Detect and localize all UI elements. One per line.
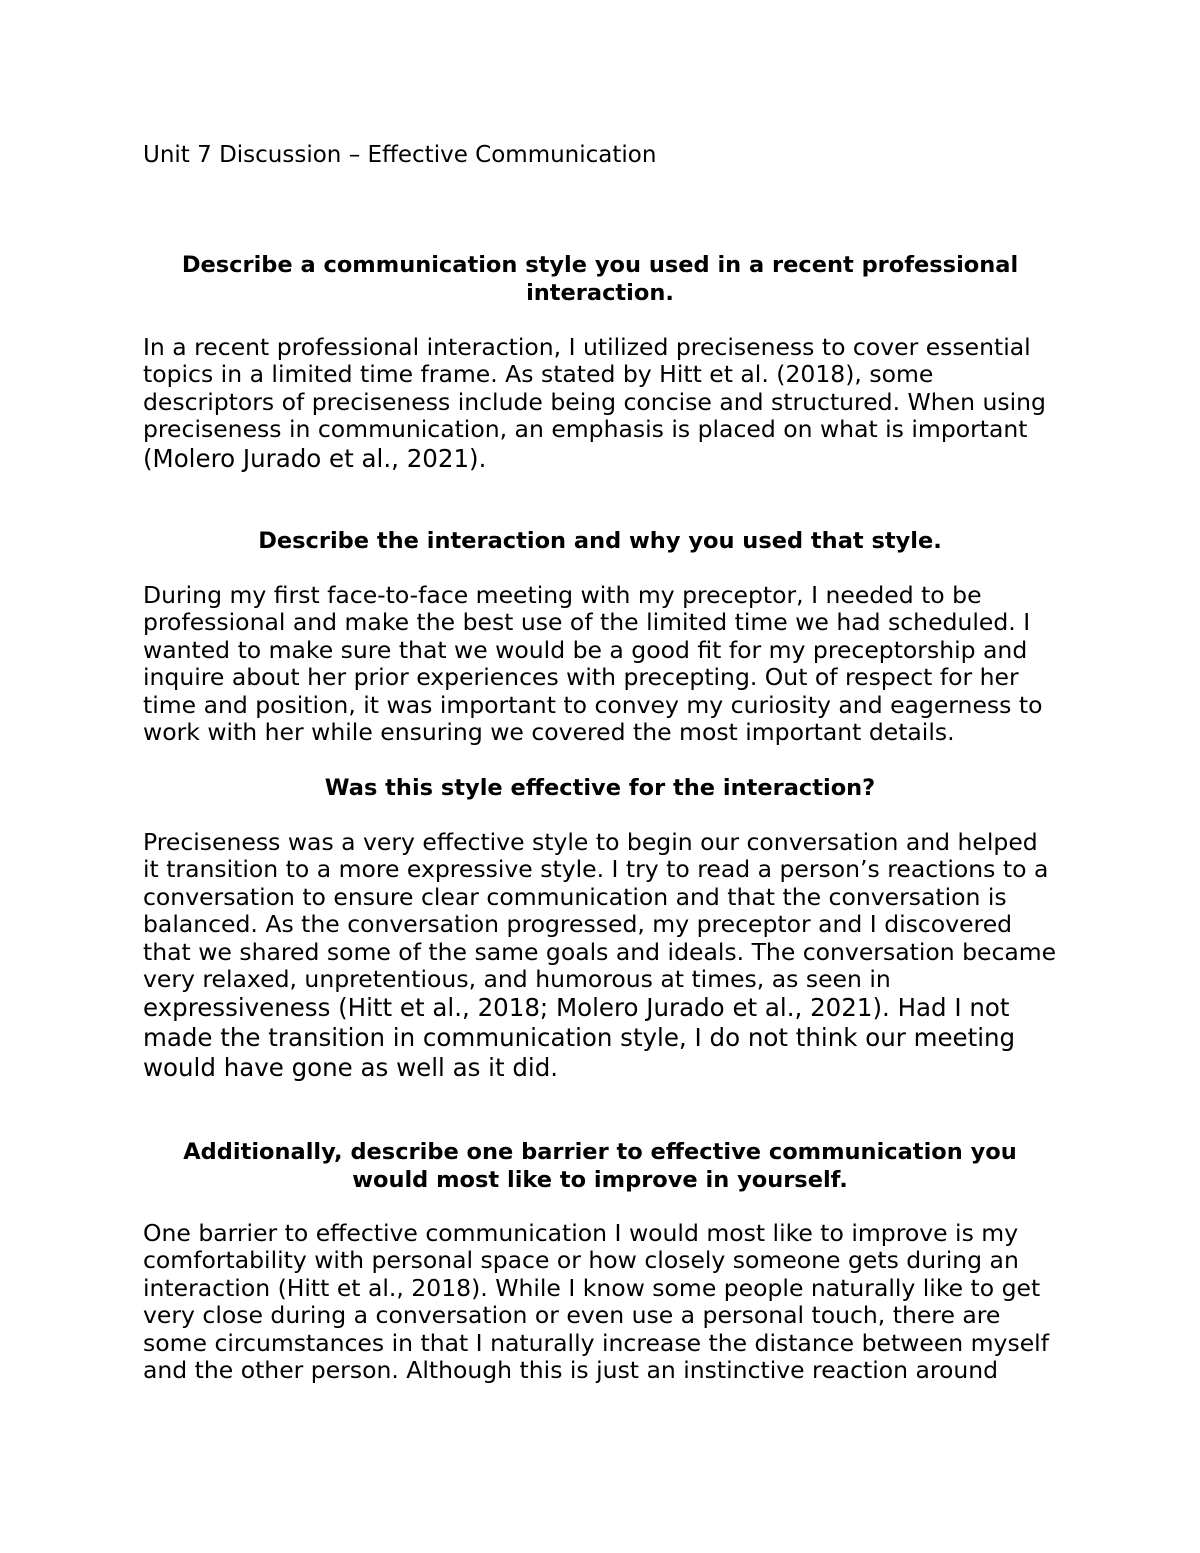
section-heading [143, 1138, 1057, 1194]
paragraph-line: it transition to a more expressive style. I try to read a person’s reactions to a [143, 855, 1049, 884]
heading-line: would most like to improve in yourself. [352, 1167, 848, 1193]
paragraph-line: some circumstances in that I naturally increase the distance between myself [143, 1328, 1049, 1357]
paragraph-line: In a recent professional interaction, I utilized preciseness to cover essential [143, 333, 1031, 361]
paragraph-line: interaction (Hitt et al., 2018). While I know some people naturally like to get [143, 1273, 1041, 1302]
section-paragraph [143, 582, 1063, 746]
paragraph-line: During my first face-to-face meeting with my preceptor, I needed to be [143, 581, 982, 609]
paragraph-line: conversation to ensure clear communication and that the conversation is [143, 882, 1007, 911]
paragraph-line: that we shared some of the same goals and ideals. The conversation became [143, 937, 1057, 966]
paragraph-line: preciseness in communication, an emphasis is placed on what is important [143, 415, 1028, 444]
paragraph-line: (Molero Jurado et al., 2021). [143, 443, 487, 473]
paragraph-line: topics in a limited time frame. As stated by Hitt et al. (2018), some [143, 360, 934, 389]
heading-line: Describe a communication style you used in a recent professional [181, 252, 1019, 278]
heading-line: Was this style effective for the interaction? [324, 775, 876, 801]
paragraph-line: descriptors of preciseness include being concise and structured. When using [143, 387, 1046, 416]
section-heading [143, 774, 1057, 802]
section-paragraph [143, 829, 1063, 1083]
paragraph-line: wanted to make sure that we would be a good fit for my preceptorship and [143, 635, 1028, 664]
section-heading [143, 527, 1057, 555]
paragraph-line: made the transition in communication style, I do not think our meeting [143, 1023, 1016, 1053]
paragraph-line: and the other person. Although this is just an instinctive reaction around [143, 1356, 999, 1385]
paragraph-line: comfortability with personal space or how closely someone gets during an [143, 1246, 1019, 1275]
paragraph-line: very close during a conversation or even use a personal touch, there are [143, 1301, 1001, 1330]
paragraph-line: time and position, it was important to convey my curiosity and eagerness to [143, 690, 1043, 719]
section-paragraph [143, 334, 1063, 474]
paragraph-line: would have gone as well as it did. [143, 1053, 559, 1083]
heading-line: Describe the interaction and why you used that style. [258, 528, 942, 554]
document-title: Unit 7 Discussion – Effective Communication [143, 142, 657, 168]
section-heading [143, 251, 1057, 307]
paragraph-line: balanced. As the conversation progressed, my preceptor and I discovered [143, 910, 1013, 939]
paragraph-line: Preciseness was a very effective style to begin our conversation and helped [143, 828, 1038, 856]
heading-line: Additionally, describe one barrier to effective communication you [183, 1139, 1017, 1165]
heading-line: interaction. [526, 280, 674, 306]
paragraph-line: inquire about her prior experiences with precepting. Out of respect for her [143, 663, 1019, 692]
paragraph-line: work with her while ensuring we covered the most important details. [143, 718, 955, 747]
paragraph-line: expressiveness (Hitt et al., 2018; Molero Jurado et al., 2021). Had I not [143, 993, 1010, 1023]
section-paragraph [143, 1220, 1063, 1384]
paragraph-line: very relaxed, unpretentious, and humorous at times, as seen in [143, 965, 891, 994]
paragraph-line: One barrier to effective communication I would most like to improve is my [143, 1219, 1019, 1247]
paragraph-line: professional and make the best use of the limited time we had scheduled. I [143, 608, 1031, 637]
